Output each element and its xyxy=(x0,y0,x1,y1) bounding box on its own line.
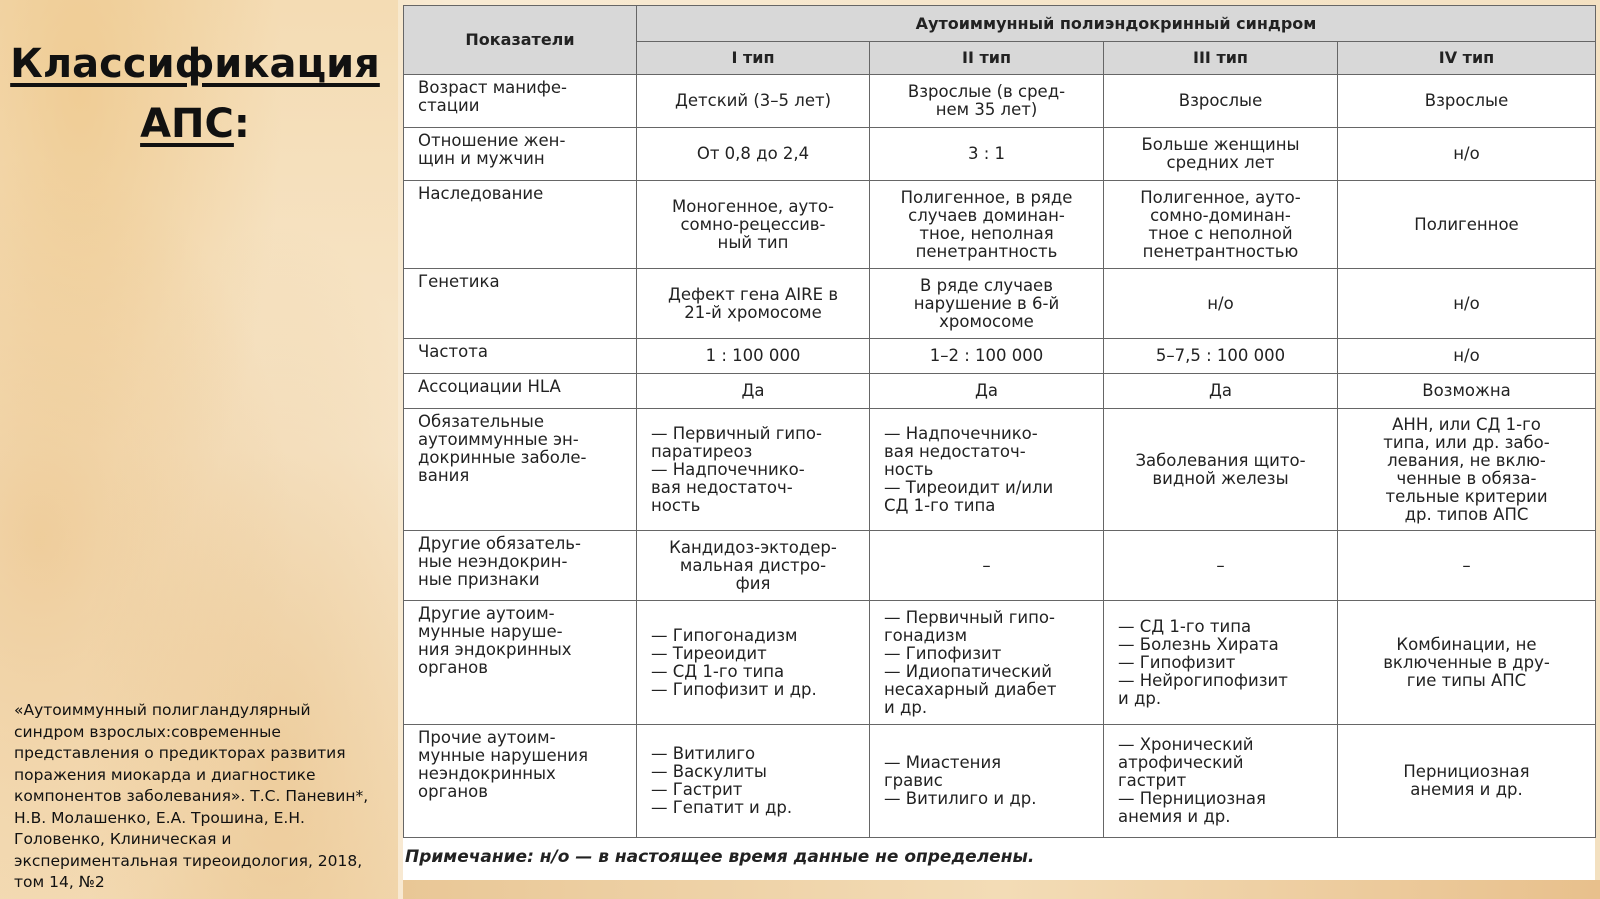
table-row xyxy=(404,339,1596,374)
slide-title xyxy=(10,34,380,154)
header-type-3: III тип xyxy=(1104,42,1338,75)
table-cell-type-4: Взрослые xyxy=(1338,75,1596,128)
table-row xyxy=(404,75,1596,128)
table-cell-type-2: – xyxy=(870,531,1104,601)
table-cell-type-2: 1–2 : 100 000 xyxy=(870,339,1104,374)
table-cell-type-3: н/о xyxy=(1104,269,1338,339)
table-cell-type-4: н/о xyxy=(1338,269,1596,339)
citation-text: «Аутоиммунный полигландулярный синдром взрослых:современные представления о предикторах развития поражения миокарда и диагностике компонентов заболевания». Т.С. Паневин*, Н.В. Молашенко, Е.А. Трошина, Е.Н. Головенко, Клиническая и экспериментальная тиреоидология, 2018, том 14, №2 xyxy=(14,701,369,891)
row-label: Генетика xyxy=(404,269,637,339)
table-row xyxy=(404,128,1596,181)
table-cell-type-3: Да xyxy=(1104,374,1338,409)
table-cell-type-4: Пернициозная анемия и др. xyxy=(1338,725,1596,838)
table-cell-type-3: — СД 1-го типа — Болезнь Хирата — Гипофизит — Нейрогипофизит и др. xyxy=(1104,601,1338,725)
classification-table xyxy=(403,5,1596,838)
table-cell-type-2: Полигенное, в ряде случаев доминан- тное, неполная пенетрантность xyxy=(870,181,1104,269)
table-cell-type-4: Возможна xyxy=(1338,374,1596,409)
table-cell-type-1: Детский (3–5 лет) xyxy=(637,75,870,128)
table-cell-type-3: Заболевания щито- видной железы xyxy=(1104,409,1338,531)
classification-table-panel xyxy=(403,5,1595,895)
table-cell-type-4: – xyxy=(1338,531,1596,601)
bottom-decor-strip xyxy=(403,880,1600,899)
table-row xyxy=(404,409,1596,531)
table-row xyxy=(404,531,1596,601)
table-cell-type-2: 3 : 1 xyxy=(870,128,1104,181)
table-cell-type-2: Да xyxy=(870,374,1104,409)
table-cell-type-2: В ряде случаев нарушение в 6-й хромосоме xyxy=(870,269,1104,339)
table-body xyxy=(404,75,1596,838)
table-cell-type-2: — Миастения гравис — Витилиго и др. xyxy=(870,725,1104,838)
table-cell-type-1: От 0,8 до 2,4 xyxy=(637,128,870,181)
header-indicators: Показатели xyxy=(404,6,637,75)
row-label: Возраст манифе- стации xyxy=(404,75,637,128)
table-row xyxy=(404,269,1596,339)
row-label: Другие аутоим- мунные наруше- ния эндокринных органов xyxy=(404,601,637,725)
table-cell-type-3: Полигенное, ауто- сомно-доминан- тное с неполной пенетрантностью xyxy=(1104,181,1338,269)
header-type-2: II тип xyxy=(870,42,1104,75)
table-cell-type-1: 1 : 100 000 xyxy=(637,339,870,374)
header-type-4: IV тип xyxy=(1338,42,1596,75)
table-cell-type-2: — Первичный гипо- гонадизм — Гипофизит — Идиопатический несахарный диабет и др. xyxy=(870,601,1104,725)
table-cell-type-3: – xyxy=(1104,531,1338,601)
table-cell-type-4: н/о xyxy=(1338,339,1596,374)
table-header xyxy=(404,6,1596,75)
table-row xyxy=(404,374,1596,409)
row-label: Обязательные аутоиммунные эн- докринные заболе- вания xyxy=(404,409,637,531)
table-cell-type-2: — Надпочечнико- вая недостаточ- ность — Тиреоидит и/или СД 1-го типа xyxy=(870,409,1104,531)
table-note: Примечание: н/о — в настоящее время данные не определены. xyxy=(405,847,1035,867)
table-cell-type-4: н/о xyxy=(1338,128,1596,181)
table-cell-type-1: — Гипогонадизм — Тиреоидит — СД 1-го типа — Гипофизит и др. xyxy=(637,601,870,725)
row-label: Другие обязатель- ные неэндокрин- ные признаки xyxy=(404,531,637,601)
row-label: Частота xyxy=(404,339,637,374)
slide-title-colon: : xyxy=(233,101,250,147)
table-cell-type-3: 5–7,5 : 100 000 xyxy=(1104,339,1338,374)
table-cell-type-4: АНН, или СД 1-го типа, или др. забо- левания, не вклю- ченные в обяза- тельные критерии др. типов АПС xyxy=(1338,409,1596,531)
header-group: Аутоиммунный полиэндокринный синдром xyxy=(637,6,1596,42)
header-type-1: I тип xyxy=(637,42,870,75)
row-label: Прочие аутоим- мунные нарушения неэндокринных органов xyxy=(404,725,637,838)
table-cell-type-4: Комбинации, не включенные в дру- гие типы АПС xyxy=(1338,601,1596,725)
table-cell-type-4: Полигенное xyxy=(1338,181,1596,269)
table-row xyxy=(404,181,1596,269)
table-cell-type-1: — Первичный гипо- паратиреоз — Надпочечнико- вая недостаточ- ность xyxy=(637,409,870,531)
table-cell-type-2: Взрослые (в сред- нем 35 лет) xyxy=(870,75,1104,128)
row-label: Наследование xyxy=(404,181,637,269)
table-cell-type-1: Кандидоз-эктодер- мальная дистро- фия xyxy=(637,531,870,601)
table-cell-type-1: Да xyxy=(637,374,870,409)
row-label: Ассоциации HLA xyxy=(404,374,637,409)
table-cell-type-3: — Хронический атрофический гастрит — Пернициозная анемия и др. xyxy=(1104,725,1338,838)
table-row xyxy=(404,725,1596,838)
table-cell-type-1: Моногенное, ауто- сомно-рецессив- ный тип xyxy=(637,181,870,269)
slide-title-text: Классификация АПС xyxy=(10,41,380,147)
table-cell-type-3: Больше женщины средних лет xyxy=(1104,128,1338,181)
table-cell-type-3: Взрослые xyxy=(1104,75,1338,128)
row-label: Отношение жен- щин и мужчин xyxy=(404,128,637,181)
left-panel xyxy=(0,0,398,899)
table-row xyxy=(404,601,1596,725)
table-cell-type-1: — Витилиго — Васкулиты — Гастрит — Гепатит и др. xyxy=(637,725,870,838)
table-cell-type-1: Дефект гена AIRE в 21-й хромосоме xyxy=(637,269,870,339)
